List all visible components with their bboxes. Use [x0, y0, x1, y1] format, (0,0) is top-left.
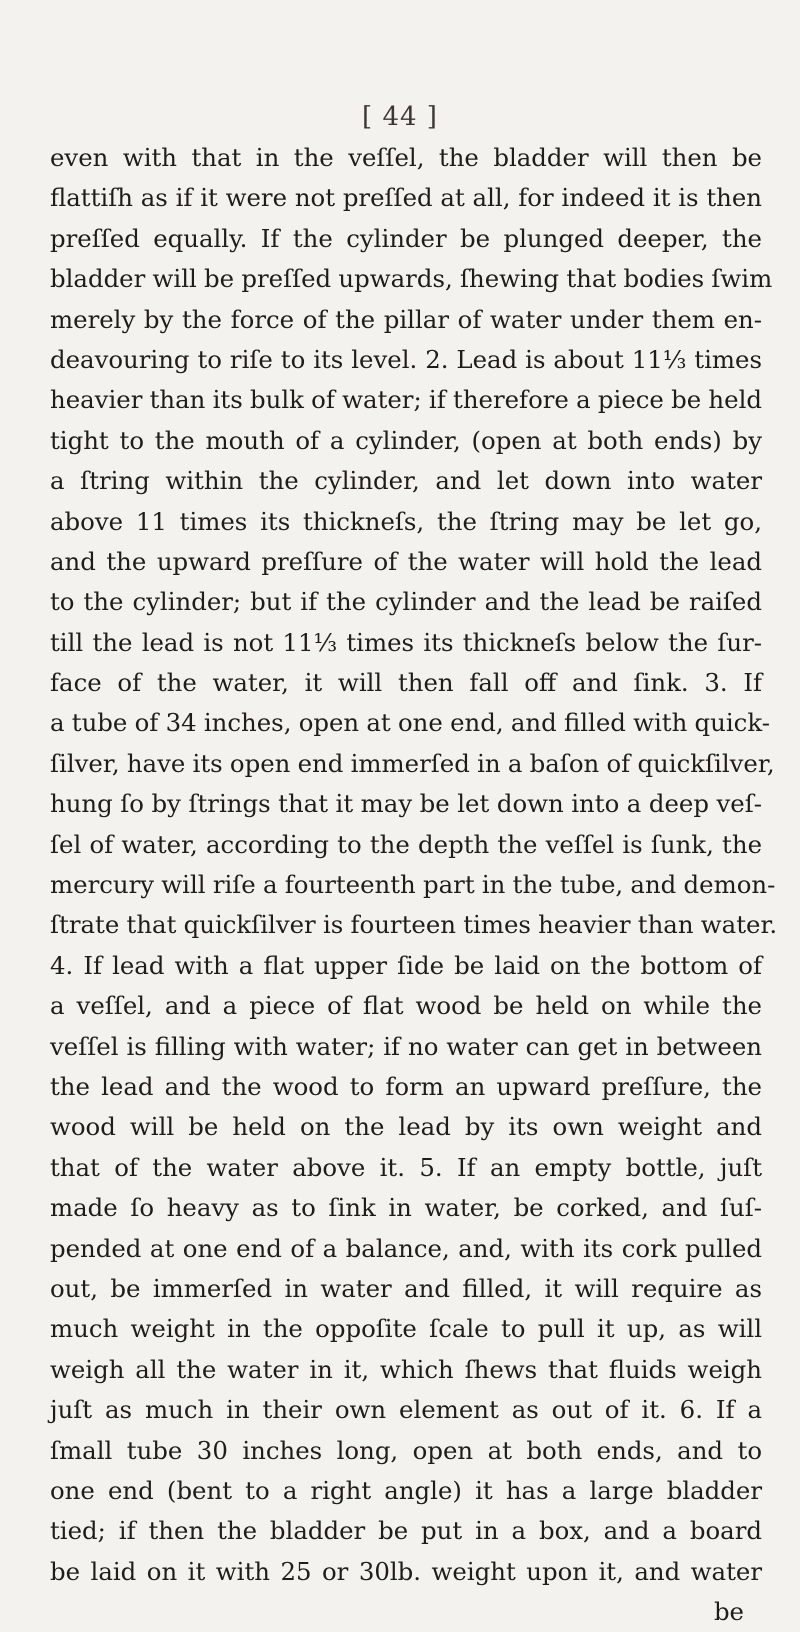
text-line: made ſo heavy as to ſink in water, be corked, and ſuſ- [50, 1193, 762, 1223]
text-line: tied; if then the bladder be put in a box, and a board [50, 1516, 762, 1546]
text-line: and the upward preſſure of the water will hold the lead [50, 546, 762, 576]
text-line: much weight in the oppoſite ſcale to pull it up, as will [50, 1314, 762, 1344]
text-line: ſtrate that quickſilver is fourteen times heavier than water. [50, 910, 778, 940]
text-line: that of the water above it. 5. If an empty bottle, juſt [50, 1152, 762, 1182]
text-line: one end (bent to a right angle) it has a large bladder [50, 1475, 762, 1505]
text-line: a ſtring within the cylinder, and let down into water [50, 466, 762, 496]
text-line: preſſed equally. If the cylinder be plunged deeper, the [50, 223, 762, 253]
text-line: a veſſel, and a piece of flat wood be held on while the [50, 991, 762, 1021]
text-line: a tube of 34 inches, open at one end, and filled with quick- [50, 708, 770, 738]
text-line: veſſel is filling with water; if no water can get in between [50, 1031, 762, 1061]
text-line: 4. If lead with a flat upper ſide be laid on the bottom of [50, 950, 762, 980]
text-line: heavier than its bulk of water; if therefore a piece be held [50, 385, 762, 415]
text-line: out, be immerſed in water and filled, it will require as [50, 1273, 762, 1303]
text-line: weigh all the water in it, which ſhews that fluids weigh [50, 1354, 762, 1384]
text-line: even with that in the veſſel, the bladder will then be [50, 143, 762, 172]
text-line: above 11 times its thickneſs, the ſtring may be let go, [50, 506, 762, 536]
text-line: till the lead is not 11⅓ times its thickneſs below the ſur- [50, 627, 762, 657]
text-line: to the cylinder; but if the cylinder and the lead be raiſed [50, 587, 762, 617]
text-line: bladder will be preſſed upwards, ſhewing that bodies ſwim [50, 264, 773, 294]
text-line: pended at one end of a balance, and, with its cork pulled [50, 1233, 762, 1263]
text-line: face of the water, it will then fall off and ſink. 3. If [50, 668, 762, 698]
text-line: ſel of water, according to the depth the veſſel is ſunk, the [50, 829, 762, 859]
text-line: ſmall tube 30 inches long, open at both ends, and to [50, 1435, 762, 1465]
text-line: juſt as much in their own element as out of it. 6. If a [50, 1395, 762, 1425]
text-line: the lead and the wood to form an upward preſſure, the [50, 1071, 762, 1101]
catchword: be [713, 1597, 744, 1627]
text-line: mercury will riſe a fourteenth part in the tube, and demon- [50, 870, 776, 900]
text-line: ſilver, have its open end immerſed in a baſon of quickſilver, [50, 748, 775, 778]
text-line: merely by the force of the pillar of water under them en- [50, 304, 762, 334]
text-line: wood will be held on the lead by its own weight and [50, 1112, 762, 1142]
text-line: deavouring to riſe to its level. 2. Lead is about 11⅓ times [50, 344, 762, 374]
text-line: tight to the mouth of a cylinder, (open at both ends) by [50, 425, 762, 455]
body-text [50, 138, 778, 1632]
page-number: [ 44 ] [362, 102, 438, 132]
text-line: hung ſo by ſtrings that it may be let down into a deep veſ- [50, 789, 762, 819]
text-line: flattiſh as if it were not preſſed at all, for indeed it is then [50, 183, 762, 213]
text-line: be laid on it with 25 or 30lb. weight upon it, and water [50, 1556, 762, 1586]
